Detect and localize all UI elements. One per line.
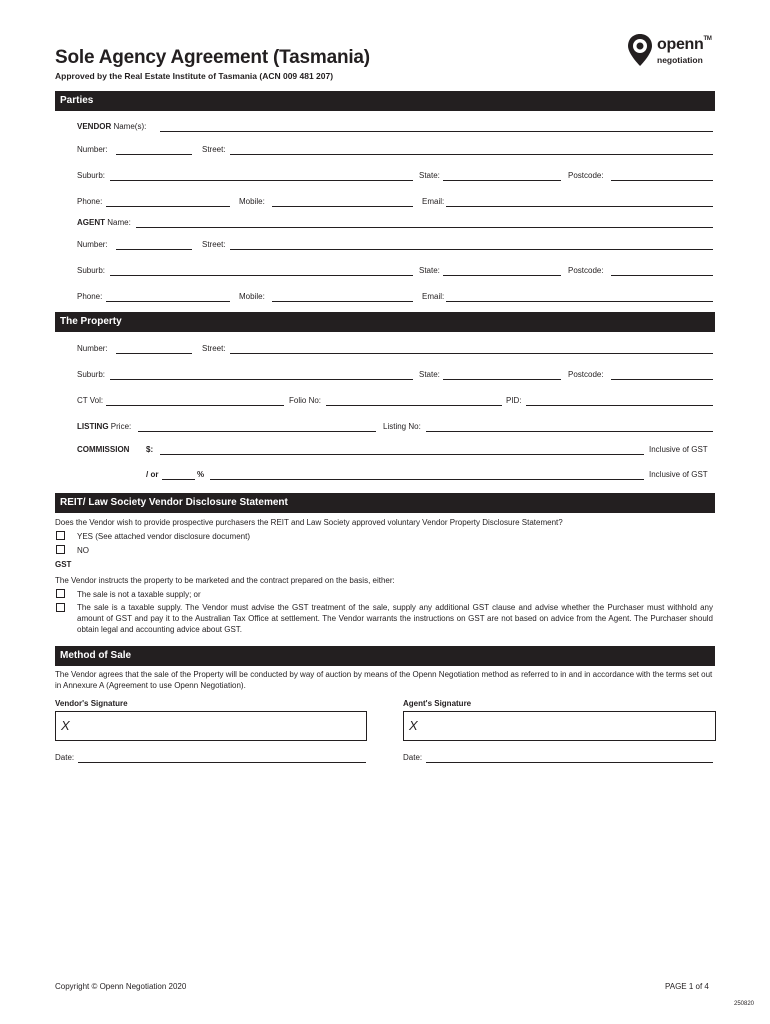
page-subtitle: Approved by the Real Estate Institute of Tasmania (ACN 009 481 207) <box>55 71 334 81</box>
vendor-street-field[interactable] <box>230 146 713 155</box>
vendor-email-label: Email: <box>422 197 445 206</box>
agent-name-field[interactable] <box>136 219 713 228</box>
gst-option1-label: The sale is not a taxable supply; or <box>77 590 201 599</box>
vendor-number-field[interactable] <box>116 146 192 155</box>
vendor-number-label: Number: <box>77 145 108 154</box>
commission-or-label: / or <box>146 470 159 479</box>
agent-postcode-field[interactable] <box>611 267 713 276</box>
vendor-state-field[interactable] <box>443 172 561 181</box>
vendor-date-label: Date: <box>55 753 75 762</box>
property-postcode-label: Postcode: <box>568 370 604 379</box>
property-street-label: Street: <box>202 344 226 353</box>
method-text: The Vendor agrees that the sale of the Property will be conducted by way of auction by means of the Openn Negotiation method as referred to in and in accordance with the terms set out in Annexure A (Agreement to use Openn Negotiation). <box>55 670 713 690</box>
agent-name-label: AGENT Name: <box>77 218 131 227</box>
vendor-suburb-label: Suburb: <box>77 171 106 180</box>
gst-option2-label: The sale is a taxable supply. The Vendor must advise the GST treatment of the sale, supply any additional GST clause and advise whether the Purchaser must withhold any amount of GST and pay it to the Australian Tax Office at settlement. The Vendor warrants the instructions on GST are not based on advice from the Agent. The Purchaser should obtain legal and accounting advice about GST. <box>77 603 713 634</box>
commission-label: COMMISSION <box>77 445 130 454</box>
commission-amount-field[interactable] <box>160 446 644 455</box>
property-state-label: State: <box>419 370 440 379</box>
gst-intro: The Vendor instructs the property to be marketed and the contract prepared on the basis, either: <box>55 576 395 585</box>
agent-phone-label: Phone: <box>77 292 103 301</box>
agent-signature-label: Agent's Signature <box>403 699 472 708</box>
copyright-text: Copyright © Openn Negotiation 2020 <box>55 982 187 991</box>
page-number: PAGE 1 of 4 <box>665 982 709 991</box>
agent-street-field[interactable] <box>230 241 713 250</box>
listing-no-label: Listing No: <box>383 422 421 431</box>
property-postcode-field[interactable] <box>611 371 713 380</box>
vendor-names-label: VENDOR Name(s): <box>77 122 147 131</box>
property-state-field[interactable] <box>443 371 561 380</box>
agent-email-label: Email: <box>422 292 445 301</box>
gst-option1-checkbox[interactable] <box>56 589 65 598</box>
commission-percent-label: % <box>197 470 205 479</box>
logo-wordmark: openn™ <box>657 36 712 53</box>
commission-percent-detail-field[interactable] <box>210 471 644 480</box>
commission-inclusive-gst-2: Inclusive of GST <box>649 470 708 479</box>
property-number-label: Number: <box>77 344 108 353</box>
disclosure-question: Does the Vendor wish to provide prospective purchasers the REIT and Law Society approved voluntary Vendor Property Disclosure Statement? <box>55 518 563 527</box>
vendor-email-field[interactable] <box>446 198 713 207</box>
agent-signature-box[interactable] <box>403 711 716 741</box>
openn-logo <box>627 33 719 67</box>
agent-suburb-field[interactable] <box>110 267 413 276</box>
vendor-street-label: Street: <box>202 145 226 154</box>
section-disclosure-header: REIT/ Law Society Vendor Disclosure Statement <box>55 493 715 513</box>
agent-suburb-label: Suburb: <box>77 266 106 275</box>
vendor-signature-box[interactable] <box>55 711 367 741</box>
agent-mobile-field[interactable] <box>272 293 413 302</box>
agent-date-label: Date: <box>403 753 423 762</box>
vendor-signature-label: Vendor's Signature <box>55 699 128 708</box>
disclosure-no-checkbox[interactable] <box>56 545 65 554</box>
agent-state-label: State: <box>419 266 440 275</box>
disclosure-yes-label: YES (See attached vendor disclosure document) <box>77 532 250 541</box>
pid-label: PID: <box>506 396 522 405</box>
vendor-signature-x: X <box>61 718 70 733</box>
vendor-mobile-label: Mobile: <box>239 197 265 206</box>
ct-vol-label: CT Vol: <box>77 396 104 405</box>
agent-state-field[interactable] <box>443 267 561 276</box>
logo-trademark: TM <box>703 36 712 42</box>
vendor-postcode-field[interactable] <box>611 172 713 181</box>
vendor-postcode-label: Postcode: <box>568 171 604 180</box>
agent-number-field[interactable] <box>116 241 192 250</box>
property-street-field[interactable] <box>230 345 713 354</box>
agent-signature-x: X <box>409 718 418 733</box>
form-code: 250820 <box>734 1001 755 1007</box>
vendor-phone-field[interactable] <box>106 198 230 207</box>
ct-vol-field[interactable] <box>106 397 284 406</box>
agent-postcode-label: Postcode: <box>568 266 604 275</box>
commission-inclusive-gst-1: Inclusive of GST <box>649 445 708 454</box>
pid-field[interactable] <box>526 397 713 406</box>
agent-number-label: Number: <box>77 240 108 249</box>
agent-phone-field[interactable] <box>106 293 230 302</box>
location-pin-icon <box>627 33 653 67</box>
disclosure-yes-checkbox[interactable] <box>56 531 65 540</box>
commission-percent-field[interactable] <box>162 471 195 480</box>
commission-dollar-label: $: <box>146 445 154 454</box>
section-parties-header: Parties <box>55 91 715 111</box>
property-suburb-field[interactable] <box>110 371 413 380</box>
gst-option2-checkbox[interactable] <box>56 603 65 612</box>
vendor-names-field[interactable] <box>160 123 713 132</box>
disclosure-no-label: NO <box>77 546 89 555</box>
agent-street-label: Street: <box>202 240 226 249</box>
page-title: Sole Agency Agreement (Tasmania) <box>55 47 370 68</box>
agent-email-field[interactable] <box>446 293 713 302</box>
vendor-mobile-field[interactable] <box>272 198 413 207</box>
logo-subtext: negotiation <box>657 55 703 65</box>
agent-mobile-label: Mobile: <box>239 292 265 301</box>
gst-heading: GST <box>55 560 72 569</box>
listing-price-label: LISTING Price: <box>77 422 132 431</box>
vendor-phone-label: Phone: <box>77 197 103 206</box>
listing-price-field[interactable] <box>138 423 376 432</box>
folio-no-label: Folio No: <box>289 396 322 405</box>
listing-no-field[interactable] <box>426 423 713 432</box>
vendor-date-field[interactable] <box>78 754 366 763</box>
property-number-field[interactable] <box>116 345 192 354</box>
vendor-suburb-field[interactable] <box>110 172 413 181</box>
folio-no-field[interactable] <box>326 397 502 406</box>
section-method-header: Method of Sale <box>55 646 715 666</box>
agent-date-field[interactable] <box>426 754 713 763</box>
section-property-header: The Property <box>55 312 715 332</box>
property-suburb-label: Suburb: <box>77 370 106 379</box>
vendor-state-label: State: <box>419 171 440 180</box>
